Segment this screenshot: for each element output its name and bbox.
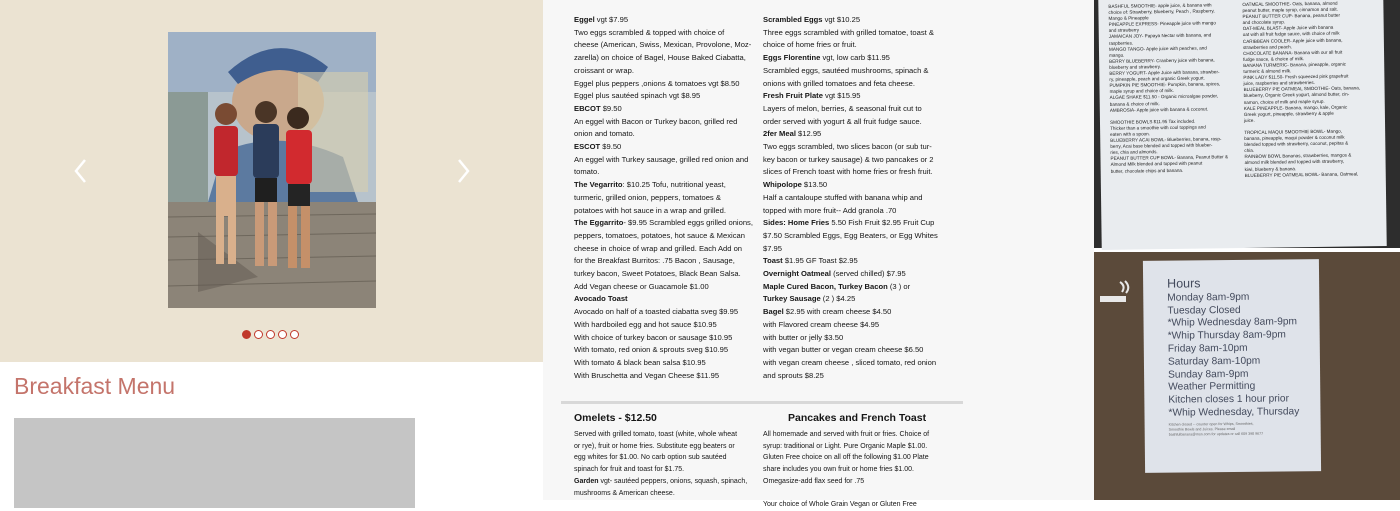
menu-line: Eggel plus sautéed spinach vgt $8.95 xyxy=(574,91,701,101)
smoothie-sign-line: fudge sauce, & choice of milk. xyxy=(1243,55,1305,62)
slider-pagination xyxy=(242,330,299,340)
menu-line: Scrambled Eggs vgt $10.25 xyxy=(763,15,861,24)
smoothie-sign-line: PEANUT BUTTER CUP- Banana, peanut butter xyxy=(1242,12,1341,20)
smoothie-sign-line: almond milk blended and topped with strawberry, xyxy=(1244,159,1345,166)
menu-line: potatoes with hot sauce in a wrap and grilled. xyxy=(574,205,726,215)
smoothie-sign-line: AMBROSIA- Apple juice with banana & coconut. xyxy=(1109,106,1209,113)
hours-line: *Whip Wednesday, Thursday xyxy=(1168,406,1300,419)
menu-line: An eggel with Bacon or Turkey bacon, grilled red xyxy=(574,116,738,126)
smoothie-sign-line: KALE PINEAPPLE- Banana, mango, kale, Organic xyxy=(1243,104,1348,111)
smoothie-sign-line: mango. xyxy=(1109,52,1125,58)
menu-line: tomato. xyxy=(574,167,600,177)
menu-line: Sides: Home Fries 5.50 Fish Fruit $2.95 Fruit Cup xyxy=(763,218,935,228)
menu-line: syrup: traditional or Light. Pure Organic Maple $1.00. xyxy=(763,442,928,450)
image-slider xyxy=(0,0,543,362)
smoothie-sign-line: BLUEBERRY PIE OATMEAL SMOOTHIE- Oats, banana, xyxy=(1243,85,1361,93)
smoothie-sign-line: banana & choice of milk. xyxy=(1109,100,1160,107)
menu-line: With choice of turkey bacon or sausage $10.95 xyxy=(574,332,733,342)
menu-line: onions with grilled tomatoes and feta cheese. xyxy=(763,78,915,88)
smoothie-sign-line: raspberries. xyxy=(1108,40,1134,46)
menu-divider xyxy=(561,401,963,404)
hours-fine-line: Kitchen closed -- counter open for Whips, Smoothies, xyxy=(1168,421,1254,427)
menu-line: with butter or jelly $3.50 xyxy=(763,332,844,342)
smoothie-sign-line: BLUEBERRY ACAI BOWL- Blueberries, banana, rasp- xyxy=(1110,136,1222,143)
menu-line: Eggel plus peppers ,onions & tomatoes vgt $8.50 xyxy=(574,78,740,88)
smoothie-menu-sign xyxy=(1098,0,1386,250)
menu-line: slices of French toast with home fries or fresh fruit. xyxy=(763,167,933,177)
menu-line: Scrambled eggs, sautéed mushrooms, spinach & xyxy=(763,65,929,75)
menu-line: egg whites for $1.00. No carb option sub sautéed xyxy=(574,454,727,462)
hours-fine-line: bashfulbanana@msn.com for updates or call 609 398 9677 xyxy=(1168,431,1264,437)
smoothie-sign-line: strawberries and peach. xyxy=(1242,43,1293,50)
smoothie-sign-line: juice. xyxy=(1243,117,1255,123)
menu-line: for the Breakfast Burritos: .75 Bacon , Sausage, xyxy=(574,256,735,266)
slider-prev-arrow[interactable] xyxy=(70,156,92,186)
slider-dot[interactable] xyxy=(242,330,251,339)
menu-line: Toast $1.95 GF Toast $2.95 xyxy=(763,256,858,266)
hours-line: Saturday 8am-10pm xyxy=(1167,355,1261,368)
menu-line: Maple Cured Bacon, Turkey Bacon (3 ) or xyxy=(763,281,911,291)
smoothie-sign-line: PEANUT BUTTER CUP BOWL- Banana, Peanut Butter & xyxy=(1110,154,1229,162)
smoothie-sign-line: Almond Milk blended and topped with peanut xyxy=(1110,161,1203,168)
smoothie-sign-line: PINK LADY $11.50- Fresh squeezed pink grapefruit xyxy=(1243,73,1349,81)
smoothie-sign-line: blueberry, Organic Greek yogurt, almond butter, cin- xyxy=(1243,91,1350,99)
menu-line: with vegan cream cheese , sliced tomato, red onion xyxy=(763,357,937,367)
hours-line: *Whip Thursday 8am-9pm xyxy=(1167,329,1286,342)
smoothie-sign-line: OAT-MEAL BLAST- Apple Juice with banana xyxy=(1242,25,1334,32)
menu-line: $7.95 xyxy=(763,243,783,253)
menu-column-left xyxy=(574,14,760,382)
menu-line: The Eggarrito- $9.95 Scrambled eggs grilled onions, xyxy=(574,218,753,228)
smoothie-sign-line: BASHFUL SMOOTHIE- apple juice, & banana with xyxy=(1108,2,1212,9)
menu-line: Bagel $2.95 with cream cheese $4.50 xyxy=(763,307,892,317)
menu-line: choice of home fries or fruit. xyxy=(763,40,857,50)
menu-line: peppers, tomatoes, potatoes, hot sauce & Mexican xyxy=(574,230,745,240)
menu-line: or rye), fruit or home fries. Substitute egg beaters or xyxy=(574,442,735,450)
smoothie-sign-left-column xyxy=(1108,2,1230,174)
smoothie-sign-line: CARIBBEAN COOLER- Apple juice with banana, xyxy=(1242,37,1343,44)
slider-dot[interactable] xyxy=(266,330,275,339)
menu-line: Turkey Sausage (2 ) $4.25 xyxy=(763,294,856,304)
smoothie-sign-line: juice, raspberries and strawberries. xyxy=(1243,80,1315,87)
smoothie-sign-line: and strawberry xyxy=(1108,27,1140,34)
menu-line xyxy=(763,488,953,500)
menu-line: turmeric, grilled onion, peppers, tomatoes & xyxy=(574,192,721,202)
menu-column-right xyxy=(763,14,953,382)
smoothie-sign-line: maple syrup and choice of milk. xyxy=(1109,88,1174,95)
menu-line: and sprouts $8.25 xyxy=(763,370,824,380)
hours-list xyxy=(1167,291,1299,420)
hours-title: Hours xyxy=(1167,276,1201,291)
menu-line: Two eggs scrambled, two slices bacon (or sub tur- xyxy=(763,142,932,152)
menu-line: cheese (American, Swiss, Mexican, Provolone, Moz- xyxy=(574,40,752,50)
menu-line: onion and tomato. xyxy=(574,129,635,139)
menu-line: Eggs Florentine vgt, low carb $11.95 xyxy=(763,53,890,63)
menu-line: All homemade and served with fruit or fries. Choice of xyxy=(763,431,930,438)
smoothie-sign-line: oat with all fruit fudge sauce, with choice of milk xyxy=(1242,31,1340,38)
menu-line: Whipolope $13.50 xyxy=(763,180,828,190)
menu-line: order served with yogurt & all fruit fudge sauce. xyxy=(763,116,922,126)
right-photos xyxy=(1094,0,1400,500)
menu-line: EBCOT $9.50 xyxy=(574,103,622,113)
menu-line: mushrooms & American cheese. xyxy=(574,489,675,497)
menu-line: 2fer Meal $12.95 xyxy=(763,129,822,139)
hours-line: *Whip Wednesday 8am-9pm xyxy=(1167,316,1298,330)
smoothie-sign-line: Greek yogurt, pineapple, strawberry & apple xyxy=(1243,110,1334,117)
smoothie-sign-line: kiwi, blueberry & banana. xyxy=(1244,165,1297,172)
slider-next-arrow[interactable] xyxy=(452,156,474,186)
omelets-section xyxy=(574,411,760,499)
smoothie-sign-line: and chocolate syrup. xyxy=(1242,19,1286,26)
smoothie-sign-line: berry, Acai base blended and topped with blueber- xyxy=(1110,142,1213,150)
hours-line: Sunday 8am-9pm xyxy=(1168,368,1249,381)
menu-line: Served with grilled tomato, toast (white, whole wheat xyxy=(574,431,738,438)
smoothie-sign-line: TROPICAL MAQUI SMOOTHIE BOWL- Mango, xyxy=(1244,128,1343,135)
menu-line: Two eggs scrambled & topped with choice of xyxy=(574,27,725,37)
hours-sign-photo xyxy=(1094,252,1400,500)
pancakes-title: Pancakes and French Toast xyxy=(788,412,927,424)
smoothie-sign-line: butter, chocolate chips and banana. xyxy=(1110,167,1184,174)
smoothie-sign-line: choice of: Strawberry, Blueberry, Peach , Raspberry, xyxy=(1108,8,1215,15)
smoothie-sign-line: banana, pineapple, maqui powder & coconut milk xyxy=(1244,134,1345,142)
smoothie-sign-line: eaten with a spoon. xyxy=(1110,131,1151,137)
menu-line: Fresh Fruit Plate vgt $15.95 xyxy=(763,91,861,101)
smoothie-sign-line: blueberry and strawberry. xyxy=(1109,64,1162,70)
menu-line: Half a cantaloupe stuffed with banana whip and xyxy=(763,192,923,202)
menu-line: With hardboiled egg and hot sauce $10.95 xyxy=(574,319,717,329)
smoothie-sign-line: SMOOTHIE BOWLS $11.95 Tax included. xyxy=(1109,118,1196,125)
menu-line: turkey bacon, Sweet Potatoes, Black Bean Salsa. xyxy=(574,269,741,279)
smoothie-sign-line: PINEAPPLE EXPRESS- Pineapple juice with mango xyxy=(1108,20,1216,28)
omelets-title: Omelets - $12.50 xyxy=(574,412,657,424)
smoothie-sign-line: BANANA TURMERIC- Banana, pineapple, organic xyxy=(1243,61,1347,68)
slider-dot[interactable] xyxy=(278,330,287,339)
menu-line: Garden vgt- sautéed peppers, onions, squash, spinach, xyxy=(574,477,748,485)
smoothie-sign-line: BERRY BLUEBERRY- Cranberry juice with banana, xyxy=(1109,57,1215,64)
menu-line: share includes you own fruit or home fries $1.00. xyxy=(763,466,914,474)
image-placeholder xyxy=(14,418,415,508)
menu-line: With tomato & black bean salsa $10.95 xyxy=(574,357,706,367)
smoothie-sign-line: ries, chia and almonds. xyxy=(1110,149,1158,156)
slider-dot[interactable] xyxy=(290,330,299,339)
menu-line: With Bruschetta and Vegan Cheese $11.95 xyxy=(574,370,720,380)
smoothie-sign-line: chia. xyxy=(1244,148,1255,154)
smoothie-sign-right-column xyxy=(1242,0,1364,178)
menu-line: Three eggs scrambled with grilled tomatoe, toast & xyxy=(763,27,934,37)
smoothie-sign-line: blended topped with strawberry, coconut, pepitas & xyxy=(1244,140,1349,148)
smoothie-sign-line: CHOCOLATE BANANA- Banana with our all fruit xyxy=(1243,49,1343,56)
menu-line: with vegan butter or vegan cream cheese $6.50 xyxy=(763,345,924,355)
menu-line: Avocado on half of a toasted ciabatta sveg $9.95 xyxy=(574,307,739,317)
menu-line: cheese in choice of wrap and grilled. Each Add on xyxy=(574,243,743,253)
menu-line: Layers of melon, berries, & seasonal fruit cut to xyxy=(763,103,922,113)
menu-line: croissant or wrap. xyxy=(574,65,634,75)
menu-line: Add Vegan cheese or Guacamole $1.00 xyxy=(574,281,709,291)
smoothie-sign-line: turmeric & almond milk. xyxy=(1243,68,1292,75)
menu-line: Omegasize-add flax seed for .75 xyxy=(763,477,865,485)
menu-line: with Flavored cream cheese $4.95 xyxy=(763,319,880,329)
page-heading: Breakfast Menu xyxy=(14,373,176,399)
smoothie-sign-line: RAINBOW BOWL Bananas, strawberries, mangos & xyxy=(1244,152,1352,160)
no-smoking-icon xyxy=(1098,278,1130,318)
smoothie-sign-line: BLUEBERRY PIE OATMEAL BOWL- Banana, Oatmeal, xyxy=(1244,171,1359,178)
hours-line: Friday 8am-10pm xyxy=(1167,342,1248,355)
menu-line: The Vegarrito: $10.25 Tofu, nutritional yeast, xyxy=(574,180,726,190)
hours-fine-line: Smoothie Bowls and Juices. Please email xyxy=(1168,426,1236,432)
hours-line: Kitchen closes 1 hour prior xyxy=(1168,393,1290,406)
smoothie-sign-line: OATMEAL SMOOTHIE- Oats, banana, almond xyxy=(1242,0,1338,7)
menu-line: key bacon or turkey sausage) & two pancakes or 2 xyxy=(763,154,934,164)
menu-line: topped with more fruit-- Add granola .70 xyxy=(763,205,897,215)
smoothie-sign-line: peanut butter, maple syrup, cinnamon and salt. xyxy=(1242,6,1338,14)
menu-line: $7.50 Scrambled Eggs, Egg Beaters, or Egg Whites xyxy=(763,230,938,240)
smoothie-sign-line: namon, choice of milk and maple syrup. xyxy=(1243,98,1325,105)
menu-line: Eggel vgt $7.95 xyxy=(574,15,629,24)
hours-sign xyxy=(1143,259,1321,473)
menu-line: Avocado Toast xyxy=(574,294,628,304)
menu-line: Overnight Oatmeal (served chilled) $7.95 xyxy=(763,269,906,279)
menu-line: An eggel with Turkey sausage, grilled red onion and xyxy=(574,154,749,164)
menu-line: Gluten Free choice on all off the following $1.00 Plate xyxy=(763,454,929,462)
hours-fine-print xyxy=(1169,421,1300,437)
smoothie-sign-line: BERRY YOGURT- Apple Juice with banana, strawber- xyxy=(1109,69,1220,76)
smoothie-sign-line: ry, pineapple, peach and organic Greek yogurt. xyxy=(1109,75,1205,82)
menu-scan xyxy=(543,0,1094,509)
smoothie-sign-line: Mango & Pineapple xyxy=(1108,15,1149,22)
hours-line: Monday 8am-9pm xyxy=(1167,291,1250,304)
smoothie-sign-line: MANGO TANGO- Apple juice with peaches, and xyxy=(1108,45,1207,52)
menu-line: With tomato, red onion & sprouts sveg $10.95 xyxy=(574,345,729,355)
slider-dot[interactable] xyxy=(254,330,263,339)
menu-line: zarella) on choice of Bagel, House Baked Ciabatta, xyxy=(574,53,746,63)
left-column xyxy=(0,0,543,500)
menu-line: Your choice of Whole Grain Vegan or Gluten Free xyxy=(763,501,917,509)
smoothie-sign-line: PUMPKIN PIE SMOOTHIE- Pumpkin, banana, spices, xyxy=(1109,81,1221,89)
smoothie-sign-line: ALGAE SHAKE $11.50 - Organic microalgae powder, xyxy=(1109,93,1219,101)
hours-line: Weather Permitting xyxy=(1168,381,1256,394)
smoothie-menu-photo xyxy=(1094,0,1400,248)
people-in-front-of-mural-photo xyxy=(168,32,376,308)
menu-line: ESCOT $9.50 xyxy=(574,142,622,152)
menu-line: spinach for fruit and toast for $1.75. xyxy=(574,466,685,474)
smoothie-sign-line: JAMAICAN JOY- Papaya Nectar with banana, and xyxy=(1108,32,1212,40)
hours-line: Tuesday Closed xyxy=(1167,304,1241,317)
pancakes-section xyxy=(763,411,953,511)
smoothie-sign-line: Thicker than a smoothie with cool toppings and xyxy=(1110,124,1206,131)
